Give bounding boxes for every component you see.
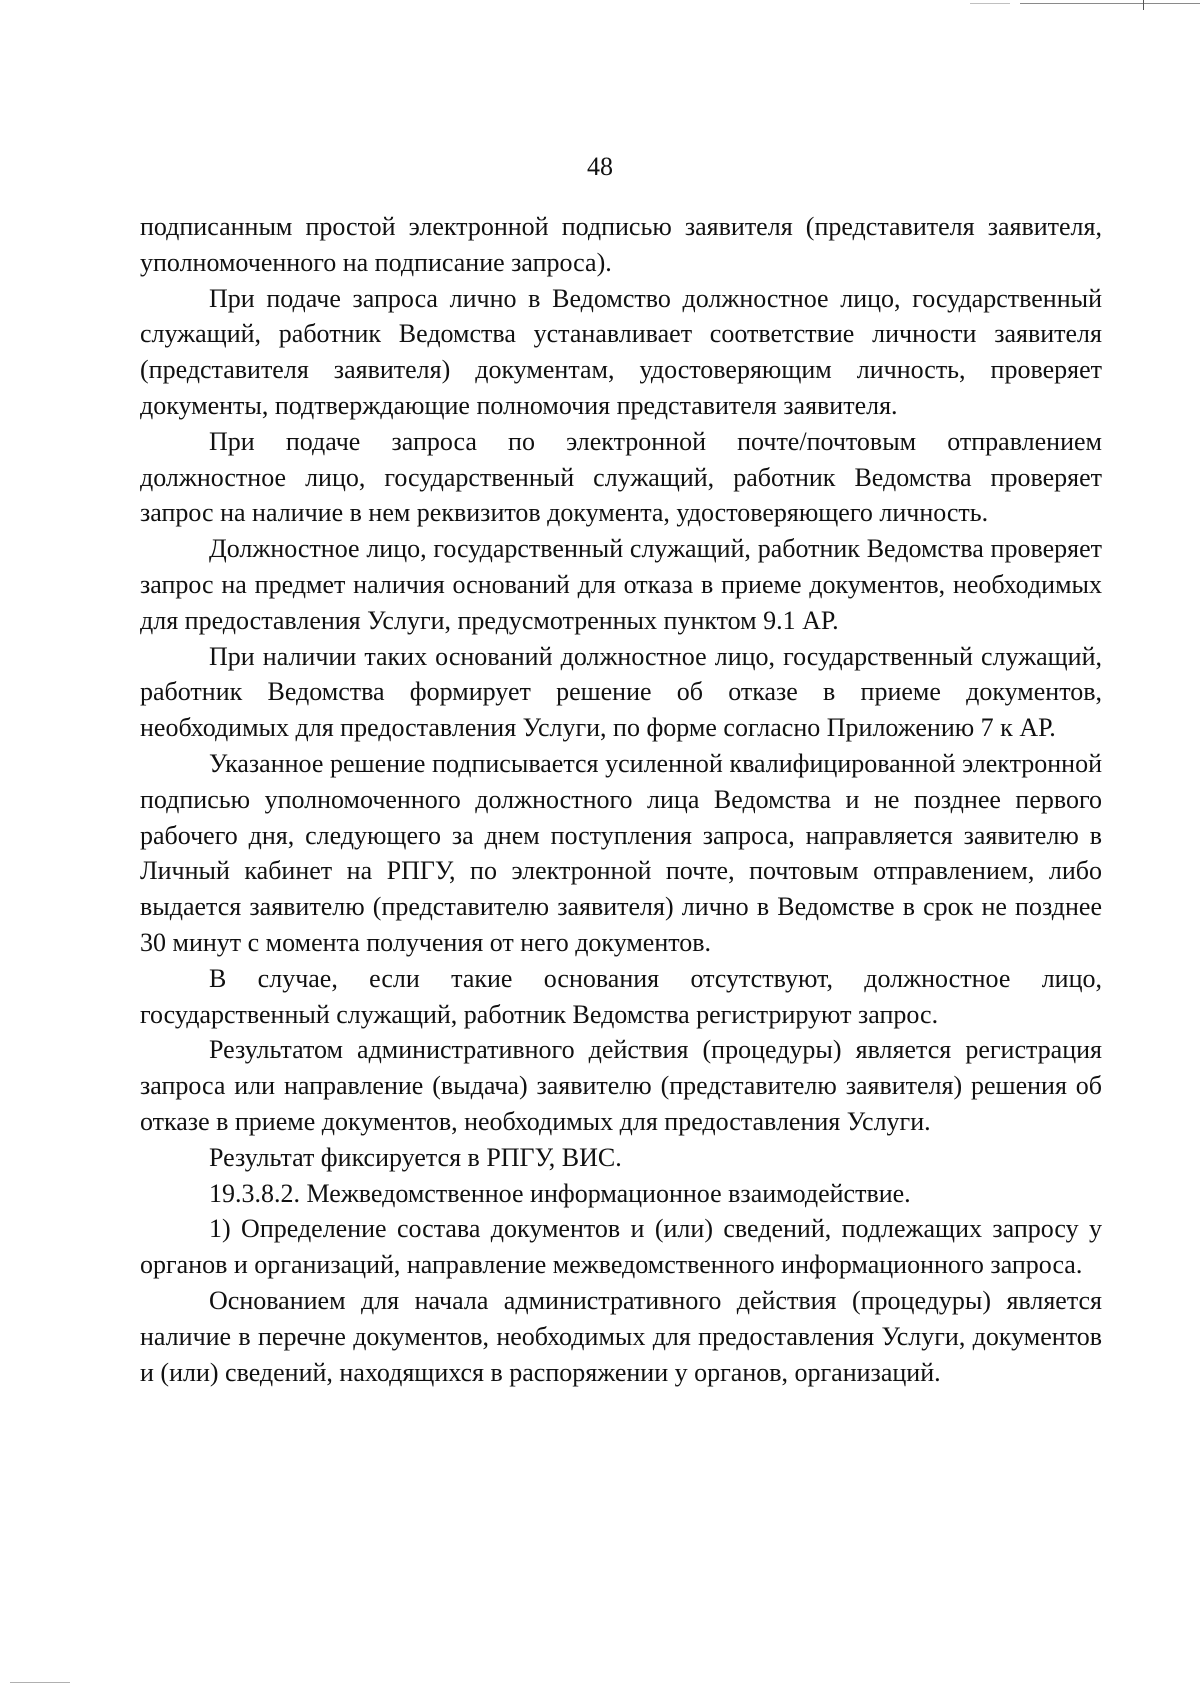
- paragraph: 1) Определение состава документов и (или) сведений, подлежащих запросу у органов и организаций, направление межведомственного информационного запроса.: [140, 1214, 1102, 1280]
- scan-edge-mark: [920, 0, 1200, 10]
- page-number: 48: [587, 152, 613, 181]
- paragraph: При наличии таких оснований должностное лицо, государственный служащий, работник Ведомства формирует решение об отказе в приеме документов, необходимых для предоставления Услуги, по форме согласно Приложению 7 к АР.: [140, 641, 1102, 743]
- paragraph: Указанное решение подписывается усиленной квалифицированной электронной подписью уполномоченного должностного лица Ведомства и не позднее первого рабочего дня, следующего за днем поступления запроса, направляется заявителю в Личный кабинет на РПГУ, по электронной почте, почтовым отправлением, либо выдается заявителю (представителю заявителя) лично в Ведомстве в срок не позднее 30 минут с момента получения от него документов.: [140, 748, 1102, 957]
- section-heading: 19.3.8.2. Межведомственное информационное взаимодействие.: [209, 1178, 911, 1208]
- scan-edge-mark: [10, 1682, 70, 1683]
- paragraph: При подаче запроса по электронной почте/почтовым отправлением должностное лицо, государственный служащий, работник Ведомства проверяет запрос на наличие в нем реквизитов документа, удостоверяющего личность.: [140, 426, 1102, 528]
- paragraph: В случае, если такие основания отсутствуют, должностное лицо, государственный служащий, работник Ведомства регистрируют запрос.: [140, 963, 1102, 1029]
- paragraph: Результат фиксируется в РПГУ, ВИС.: [209, 1142, 622, 1172]
- document-body: [140, 209, 1102, 1390]
- paragraph: Основанием для начала административного действия (процедуры) является наличие в перечне документов, необходимых для предоставления Услуги, документов и (или) сведений, находящихся в распоряжении у органов, организаций.: [140, 1285, 1102, 1387]
- paragraph: Должностное лицо, государственный служащий, работник Ведомства проверяет запрос на предмет наличия оснований для отказа в приеме документов, необходимых для предоставления Услуги, предусмотренных пунктом 9.1 АР.: [140, 534, 1102, 635]
- paragraph: При подаче запроса лично в Ведомство должностное лицо, государственный служащий, работник Ведомства устанавливает соответствие личности заявителя (представителя заявителя) документам, удостоверяющим личность, проверяет документы, подтверждающие полномочия представителя заявителя.: [140, 283, 1102, 420]
- paragraph: Результатом административного действия (процедуры) является регистрация запроса или направление (выдача) заявителю (представителю заявителя) решения об отказе в приеме документов, необходимых для предоставления Услуги.: [140, 1035, 1102, 1136]
- paragraph: подписанным простой электронной подписью заявителя (представителя заявителя, уполномоченного на подписание запроса).: [140, 212, 1102, 277]
